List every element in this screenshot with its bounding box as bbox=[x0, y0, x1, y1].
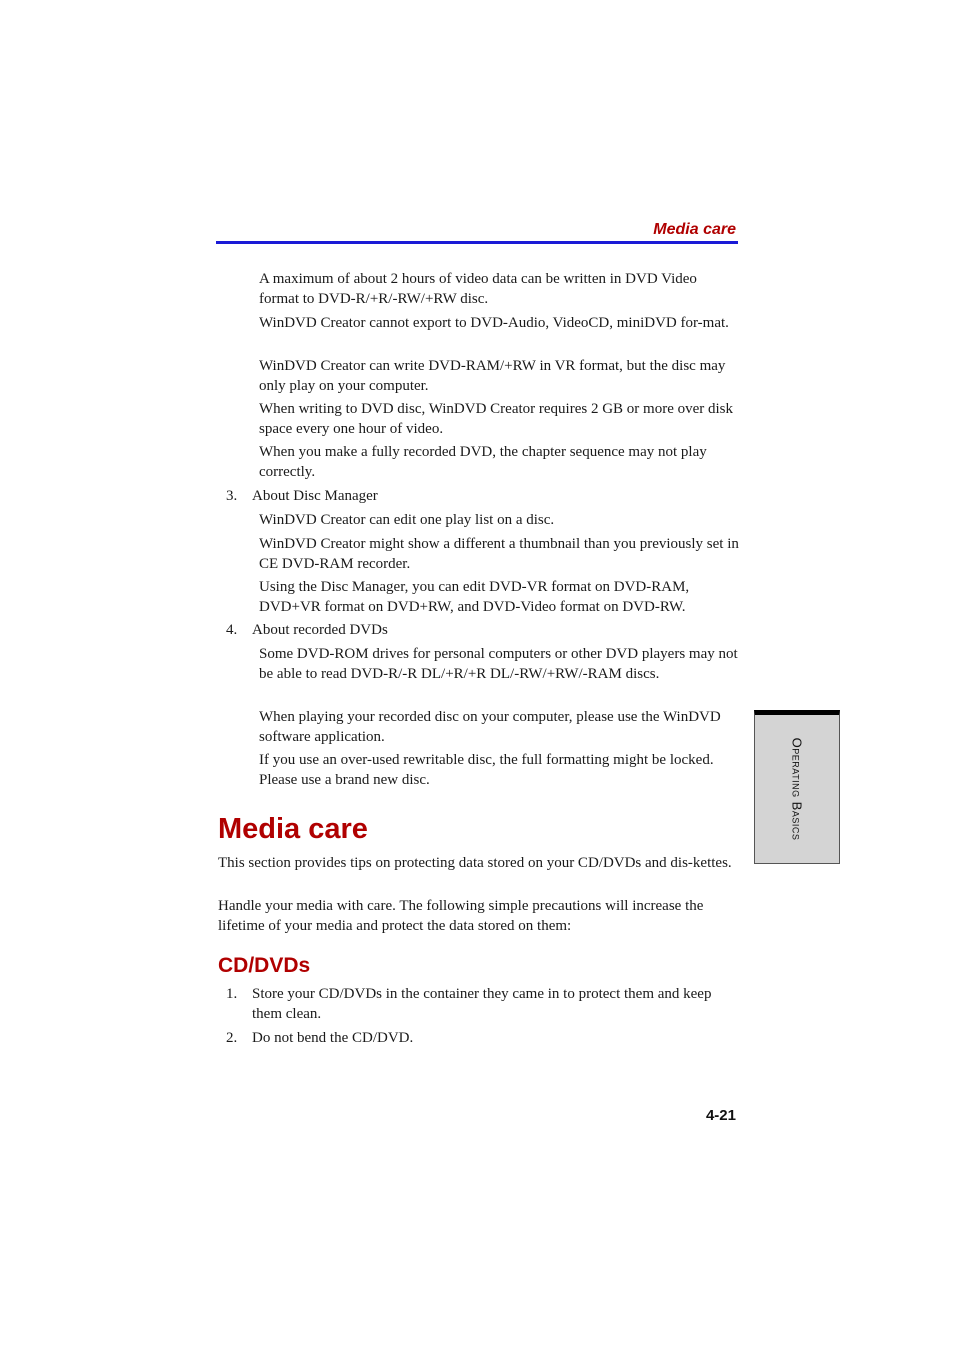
note-paragraph: A maximum of about 2 hours of video data can be written in DVD Video format to DVD-R/+R/-RW/+RW disc. bbox=[259, 271, 697, 307]
section-paragraph: This section provides tips on protecting data stored on your CD/DVDs and dis-kettes. bbox=[218, 855, 732, 871]
note-paragraph: WinDVD Creator cannot export to DVD-Audio, VideoCD, miniDVD for-mat. bbox=[259, 315, 729, 331]
list-number: 4. bbox=[226, 622, 238, 638]
list-item bbox=[226, 621, 738, 641]
note-paragraph: If you use an over-used rewritable disc, the full formatting might be locked. Please use a brand new disc. bbox=[259, 752, 714, 788]
list-label: About Disc Manager bbox=[252, 488, 378, 504]
list-text: Do not bend the CD/DVD. bbox=[252, 1030, 414, 1046]
section-paragraph: Handle your media with care. The following simple precautions will increase the lifetime of your media and protect the data stored on them: bbox=[218, 898, 704, 934]
list-number: 3. bbox=[226, 488, 238, 504]
note-paragraph: Using the Disc Manager, you can edit DVD-VR format on DVD-RAM, DVD+VR format on DVD+RW, and DVD-Video format on DVD-RW. bbox=[259, 579, 690, 615]
list-item bbox=[226, 1029, 738, 1049]
note-paragraph: WinDVD Creator might show a different a thumbnail than you previously set in CE DVD-RAM recorder. bbox=[259, 536, 739, 572]
list-text: Store your CD/DVDs in the container they came in to protect them and keep them clean. bbox=[252, 986, 712, 1022]
page-number: 4-21 bbox=[705, 1107, 736, 1124]
running-header-title: Media care bbox=[653, 221, 736, 238]
list-number: 1. bbox=[226, 986, 238, 1002]
note-paragraph: When you make a fully recorded DVD, the chapter sequence may not play correctly. bbox=[259, 444, 707, 480]
section-heading: Media care bbox=[218, 813, 368, 845]
note-paragraph: When playing your recorded disc on your computer, please use the WinDVD software application. bbox=[259, 709, 721, 745]
note-paragraph: WinDVD Creator can edit one play list on a disc. bbox=[259, 512, 555, 528]
chapter-side-tab bbox=[754, 710, 840, 864]
list-item bbox=[226, 985, 738, 1024]
chapter-side-tab-label: Operating Basics bbox=[789, 737, 805, 841]
list-item bbox=[226, 487, 738, 507]
list-label: About recorded DVDs bbox=[252, 622, 388, 638]
header-rule bbox=[216, 241, 738, 244]
note-paragraph: Some DVD-ROM drives for personal computers or other DVD players may not be able to read DVD-R/-R DL/+R/+R DL/-RW/+RW/-RAM discs. bbox=[259, 646, 738, 682]
list-number: 2. bbox=[226, 1030, 238, 1046]
note-paragraph: When writing to DVD disc, WinDVD Creator requires 2 GB or more over disk space every one hour of video. bbox=[259, 401, 734, 437]
note-paragraph: WinDVD Creator can write DVD-RAM/+RW in VR format, but the disc may only play on your computer. bbox=[259, 358, 726, 394]
subsection-heading: CD/DVDs bbox=[218, 954, 311, 977]
